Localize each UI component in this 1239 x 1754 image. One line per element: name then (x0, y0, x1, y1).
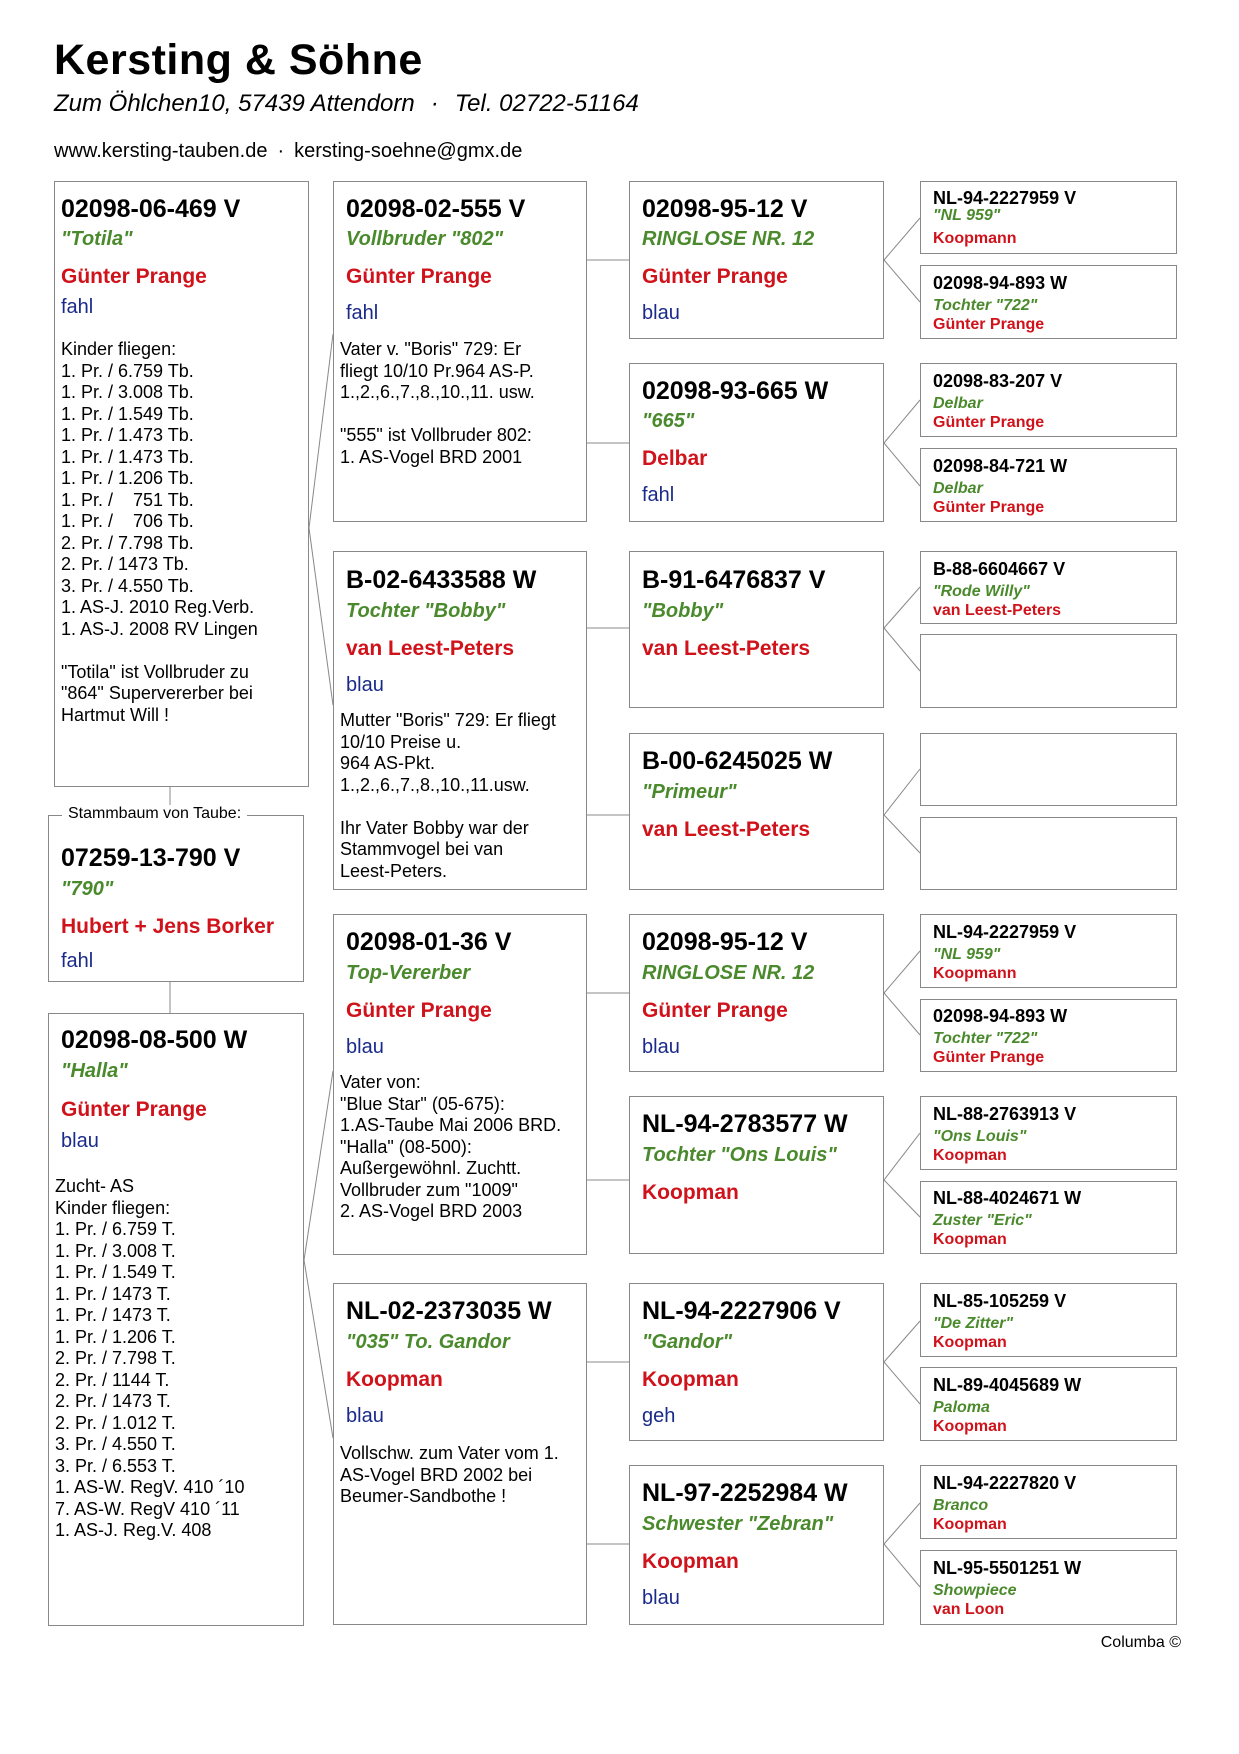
ring-number: 02098-08-500 W (61, 1026, 248, 1054)
ring-number: NL-02-2373035 W (346, 1297, 552, 1325)
pigeon-name: "Rode Willy" (933, 583, 1030, 600)
pigeon-notes: Vater v. "Boris" 729: Er fliegt 10/10 Pr.964 AS-P. 1.,2.,6.,7.,8.,10.,11. usw. "555" ist Vollbruder 802: 1. AS-Vogel BRD 2001 (340, 339, 535, 467)
pigeon-name: "Gandor" (642, 1331, 733, 1353)
pigeon-name: "Totila" (61, 228, 133, 250)
pigeon-name: "665" (642, 410, 695, 432)
breeder-name: Koopman (642, 1181, 739, 1204)
pigeon-notes: Vater von: "Blue Star" (05-675): 1.AS-Taube Mai 2006 BRD. "Halla" (08-500): Außergewöhnl. Zuchtt. Vollbruder zum "1009" 2. AS-Vogel BRD 2003 (340, 1072, 562, 1221)
pigeon-name: Delbar (933, 480, 983, 497)
breeder-name: Koopman (346, 1368, 443, 1391)
ancestor-card[interactable] (920, 1096, 1177, 1170)
ancestor-card-empty[interactable] (920, 817, 1177, 890)
plumage-color: fahl (61, 950, 94, 972)
ring-number: 02098-84-721 W (933, 456, 1068, 476)
pigeon-notes: Mutter "Boris" 729: Er fliegt 10/10 Preise u. 964 AS-Pkt. 1.,2.,6.,7.,8.,10.,11.usw. Ihr Vater Bobby war der Stammvogel bei van Leest-Peters. (340, 710, 556, 881)
breeder-name: van Leest-Peters (346, 637, 515, 660)
great-grandparent-card[interactable] (629, 1465, 884, 1625)
breeder-name: Delbar (642, 447, 708, 470)
great-grandparent-card[interactable] (629, 551, 884, 708)
pigeon-name: Tochter "722" (933, 297, 1038, 314)
pigeon-name: Top-Vererber (346, 962, 471, 984)
address: Zum Öhlchen10, 57439 Attendorn (54, 90, 415, 117)
breeder-name: Günter Prange (61, 1098, 207, 1121)
breeder-name: van Leest-Peters (933, 602, 1062, 619)
plumage-color: blau (346, 1405, 384, 1427)
ancestor-card[interactable] (920, 1465, 1177, 1539)
great-grandparent-card[interactable] (629, 363, 884, 522)
great-grandparent-card[interactable] (629, 1096, 884, 1254)
email-link[interactable]: kersting-soehne@gmx.de (294, 140, 523, 162)
ring-number: NL-94-2227959 V (933, 922, 1077, 942)
plumage-color: geh (642, 1405, 676, 1427)
ancestor-card[interactable] (920, 181, 1177, 254)
ancestor-card[interactable] (920, 914, 1177, 988)
phone: Tel. 02722-51164 (454, 90, 639, 117)
ring-number: B-91-6476837 V (642, 566, 826, 594)
ancestor-card-empty[interactable] (920, 733, 1177, 806)
breeder-name: Koopman (933, 1147, 1007, 1164)
breeder-name: Günter Prange (642, 265, 788, 288)
ancestor-card[interactable] (920, 448, 1177, 522)
pigeon-name: RINGLOSE NR. 12 (642, 228, 815, 250)
separator: · (430, 90, 439, 117)
breeder-name: Koopman (933, 1516, 1007, 1533)
ring-number: B-88-6604667 V (933, 559, 1066, 579)
breeder-name: van Leest-Peters (642, 818, 811, 841)
breeder-name: Koopmann (933, 965, 1017, 982)
great-grandparent-card[interactable] (629, 914, 884, 1072)
pigeon-notes: Vollschw. zum Vater vom 1. AS-Vogel BRD 2002 bei Beumer-Sandbothe ! (340, 1443, 559, 1506)
pigeon-notes: Kinder fliegen: 1. Pr. / 6.759 Tb. 1. Pr. / 3.008 Tb. 1. Pr. / 1.549 Tb. 1. Pr. / 1.473 Tb. 1. Pr. / 1.473 Tb. 1. Pr. / 1.206 Tb. 1. Pr. / 751 Tb. 1. Pr. / 706 Tb. 2. Pr. / 7.798 Tb. 2. Pr. / 1473 Tb. 3. Pr. / 4.550 Tb. 1. AS-J. 2010 Reg.Verb. 1. AS-J. 2008 RV Lingen "Totila" ist Vollbruder zu "864" Supervererber bei Hartmut Will ! (61, 339, 258, 725)
great-grandparent-card[interactable] (629, 181, 884, 339)
great-grandparent-card[interactable] (629, 733, 884, 890)
pigeon-name: Schwester "Zebran" (642, 1513, 834, 1535)
ancestor-card[interactable] (920, 999, 1177, 1072)
pigeon-name: "Bobby" (642, 600, 724, 622)
plumage-color: blau (642, 1587, 680, 1609)
ring-number: 02098-02-555 V (346, 195, 526, 223)
breeder-name: Günter Prange (346, 999, 492, 1022)
ring-number: 02098-93-665 W (642, 377, 829, 405)
ring-number: B-02-6433588 W (346, 566, 537, 594)
plumage-color: fahl (346, 302, 379, 324)
ancestor-card[interactable] (920, 1550, 1177, 1625)
pigeon-name: Showpiece (933, 1582, 1017, 1599)
breeder-name: Günter Prange (61, 265, 207, 288)
ancestor-card[interactable] (920, 1181, 1177, 1254)
pigeon-name: "NL 959" (933, 207, 1001, 224)
grandparent-card[interactable] (333, 551, 587, 890)
ring-number: NL-94-2227959 V (933, 188, 1077, 208)
pigeon-name: "035" To. Gandor (346, 1331, 510, 1353)
pigeon-name: Tochter "Ons Louis" (642, 1144, 837, 1166)
ring-number: B-00-6245025 W (642, 747, 833, 775)
plumage-color: fahl (61, 296, 94, 318)
plumage-color: blau (61, 1130, 99, 1152)
ring-number: 07259-13-790 V (61, 844, 241, 872)
ring-number: 02098-95-12 V (642, 928, 808, 956)
ancestor-card[interactable] (920, 1367, 1177, 1441)
grandparent-card[interactable] (333, 914, 587, 1255)
breeder-name: Hubert + Jens Borker (61, 915, 274, 938)
pigeon-name: Zuster "Eric" (933, 1212, 1032, 1229)
pigeon-name: "Halla" (61, 1060, 128, 1082)
ancestor-card[interactable] (920, 265, 1177, 339)
breeder-name: Günter Prange (933, 499, 1045, 516)
pigeon-name: Tochter "Bobby" (346, 600, 506, 622)
ring-number: NL-94-2783577 W (642, 1110, 848, 1138)
pigeon-name: "NL 959" (933, 946, 1001, 963)
ring-number: NL-97-2252984 W (642, 1479, 848, 1507)
ring-number: NL-88-4024671 W (933, 1188, 1082, 1208)
stammbaum-label: Stammbaum von Taube: (62, 805, 247, 823)
pigeon-name: "De Zitter" (933, 1315, 1014, 1332)
ring-number: NL-89-4045689 W (933, 1375, 1082, 1395)
breeder-name: Koopman (642, 1368, 739, 1391)
plumage-color: blau (346, 1036, 384, 1058)
pigeon-name: "Ons Louis" (933, 1128, 1027, 1145)
ring-number: NL-95-5501251 W (933, 1558, 1082, 1578)
ring-number: NL-85-105259 V (933, 1291, 1067, 1311)
breeder-name: Günter Prange (642, 999, 788, 1022)
pigeon-name: "790" (61, 878, 114, 900)
pigeon-name: Tochter "722" (933, 1030, 1038, 1047)
grandparent-card[interactable] (333, 1283, 587, 1625)
ring-number: 02098-95-12 V (642, 195, 808, 223)
grandparent-card[interactable] (333, 181, 587, 522)
plumage-color: blau (346, 674, 384, 696)
ring-number: NL-94-2227906 V (642, 1297, 841, 1325)
ancestor-card[interactable] (920, 551, 1177, 624)
pigeon-name: "Primeur" (642, 781, 737, 803)
breeder-name: van Leest-Peters (642, 637, 811, 660)
ring-number: NL-94-2227820 V (933, 1473, 1077, 1493)
ring-number: 02098-94-893 W (933, 1006, 1068, 1026)
breeder-name: Günter Prange (933, 414, 1045, 431)
breeder-name: Koopman (933, 1418, 1007, 1435)
ring-number: NL-88-2763913 V (933, 1104, 1077, 1124)
ancestor-card[interactable] (920, 363, 1177, 437)
plumage-color: blau (642, 1036, 680, 1058)
pigeon-name: Vollbruder "802" (346, 228, 504, 250)
pigeon-name: Branco (933, 1497, 989, 1514)
ring-number: 02098-01-36 V (346, 928, 512, 956)
breeder-name: Koopman (933, 1231, 1007, 1248)
plumage-color: fahl (642, 484, 675, 506)
ring-number: 02098-06-469 V (61, 195, 241, 223)
separator: · (277, 140, 285, 162)
ancestor-card[interactable] (920, 1283, 1177, 1357)
breeder-name: Koopmann (933, 230, 1017, 247)
pigeon-name: RINGLOSE NR. 12 (642, 962, 815, 984)
breeder-title: Kersting & Söhne (54, 36, 423, 84)
breeder-name: Koopman (642, 1550, 739, 1573)
great-grandparent-card[interactable] (629, 1283, 884, 1441)
plumage-color: blau (642, 302, 680, 324)
pigeon-name: Paloma (933, 1399, 990, 1416)
mother-card[interactable] (48, 1013, 304, 1626)
breeder-name: Koopman (933, 1334, 1007, 1351)
pigeon-notes: Zucht- AS Kinder fliegen: 1. Pr. / 6.759 T. 1. Pr. / 3.008 T. 1. Pr. / 1.549 T. 1. Pr. / 1473 T. 1. Pr. / 1473 T. 1. Pr. / 1.206 T. 2. Pr. / 7.798 T. 2. Pr. / 1144 T. 2. Pr. / 1473 T. 2. Pr. / 1.012 T. 3. Pr. / 4.550 T. 3. Pr. / 6.553 T. 1. AS-W. RegV. 410 ´10 7. AS-W. RegV 410 ´11 1. AS-J. Reg.V. 408 (55, 1176, 245, 1540)
ancestor-card-empty[interactable] (920, 634, 1177, 708)
pigeon-name: Delbar (933, 395, 983, 412)
ring-number: 02098-94-893 W (933, 273, 1068, 293)
father-card[interactable] (54, 181, 309, 787)
breeder-name: Günter Prange (933, 316, 1045, 333)
copyright-footer: Columba © (1100, 1634, 1181, 1651)
breeder-name: Günter Prange (933, 1049, 1045, 1066)
subject-card[interactable] (48, 815, 304, 982)
breeder-name: Günter Prange (346, 265, 492, 288)
breeder-name: van Loon (933, 1601, 1005, 1618)
website-link[interactable]: www.kersting-tauben.de (54, 140, 268, 162)
ring-number: 02098-83-207 V (933, 371, 1063, 391)
